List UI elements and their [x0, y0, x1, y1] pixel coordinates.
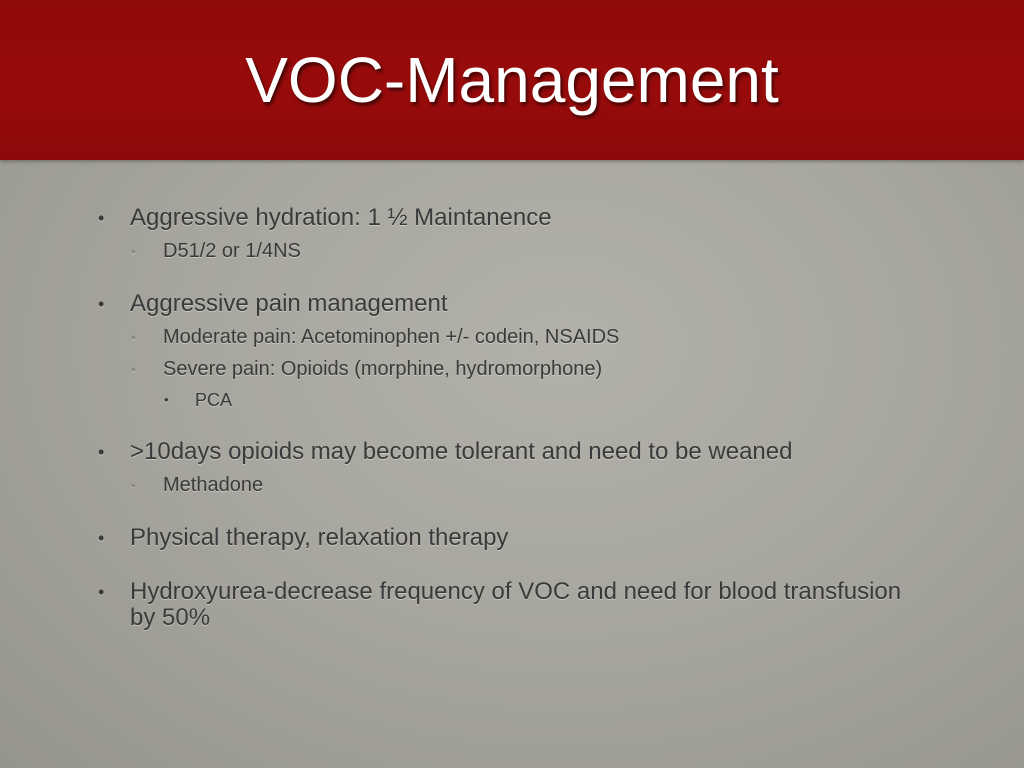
- title-bar: [0, 0, 1024, 160]
- bullet-text: >10days opioids may become tolerant and need to be weaned: [130, 438, 793, 465]
- bullet-dot-icon: •: [98, 294, 105, 314]
- bullet-dot-icon: •: [131, 329, 136, 345]
- sub-bullet-item: [96, 239, 916, 263]
- sub-bullet-item: [96, 357, 916, 381]
- sub-bullet-text: Severe pain: Opioids (morphine, hydromorphone): [163, 358, 603, 380]
- bullet-text: Hydroxyurea-decrease frequency of VOC and need for blood transfusion by 50%: [130, 578, 902, 631]
- slide-title: VOC-Management: [245, 44, 779, 116]
- bullet-item: [96, 439, 916, 465]
- sub-sub-bullet-text: PCA: [195, 390, 233, 410]
- sub-bullet-text: D51/2 or 1/4NS: [163, 240, 301, 262]
- bullet-dot-icon: •: [131, 477, 136, 493]
- sub-bullet-item: [96, 473, 916, 497]
- bullet-dot-icon: •: [98, 528, 105, 548]
- sub-bullet-text: Methadone: [163, 474, 264, 496]
- bullet-dot-icon: •: [164, 392, 169, 407]
- bullet-item: [96, 579, 916, 631]
- bullet-item: [96, 525, 916, 551]
- bullet-text: Aggressive pain management: [130, 290, 448, 317]
- bullet-item: [96, 291, 916, 317]
- bullet-dot-icon: •: [98, 208, 105, 228]
- bullet-item: [96, 205, 916, 231]
- sub-sub-bullet-item: [96, 389, 916, 411]
- bullet-text: Aggressive hydration: 1 ½ Maintanence: [130, 204, 552, 231]
- sub-bullet-text: Moderate pain: Acetominophen +/- codein, NSAIDS: [163, 326, 620, 348]
- bullet-text: Physical therapy, relaxation therapy: [130, 524, 509, 551]
- bullet-dot-icon: •: [98, 582, 105, 602]
- sub-bullet-item: [96, 325, 916, 349]
- bullet-list: [96, 205, 916, 631]
- bullet-dot-icon: •: [131, 243, 136, 259]
- bullet-dot-icon: •: [131, 361, 136, 377]
- bullet-dot-icon: •: [98, 442, 105, 462]
